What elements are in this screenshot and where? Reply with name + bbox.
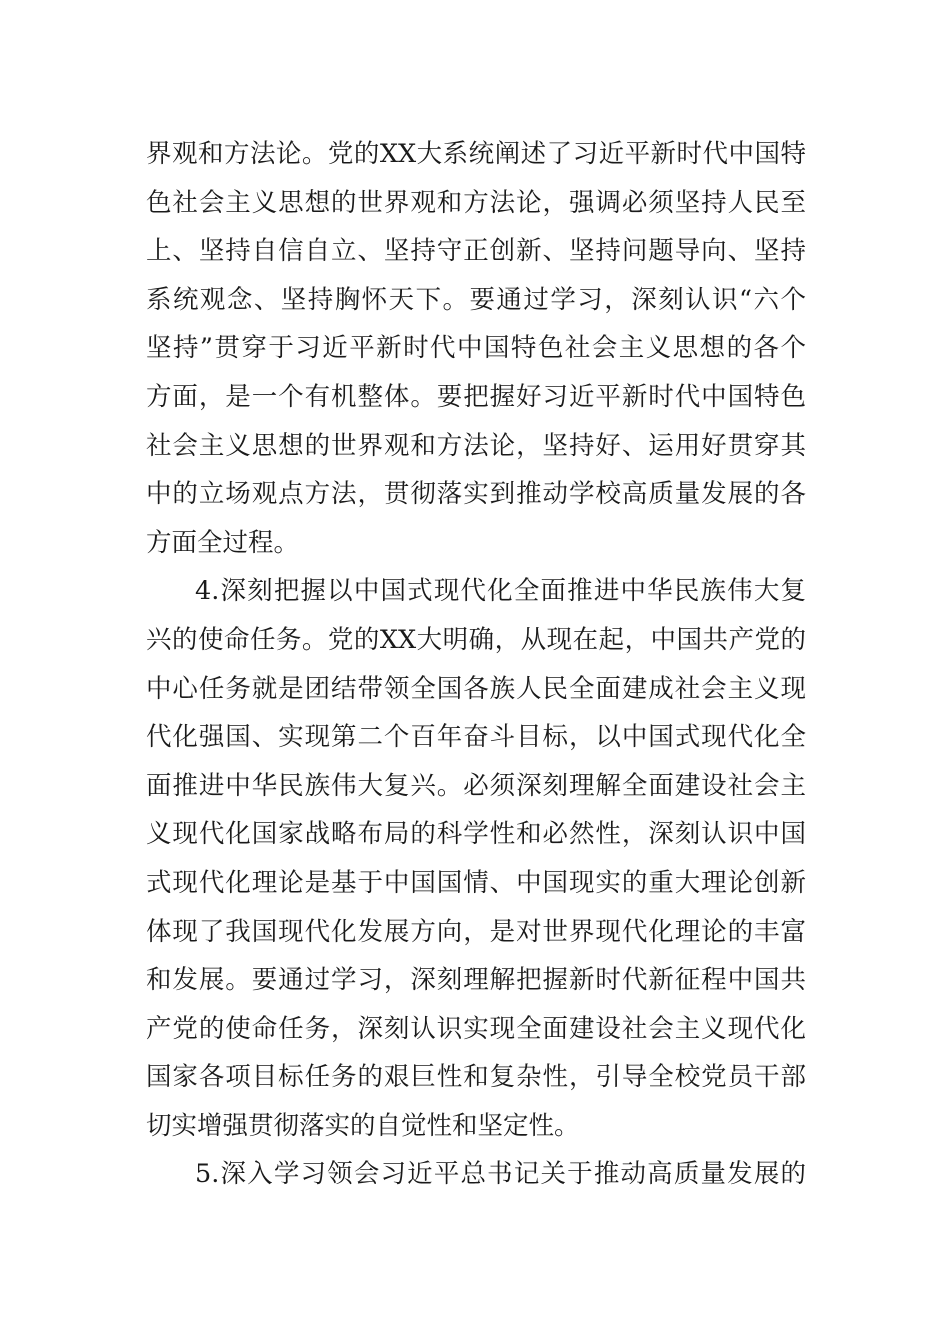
text-line: 方面，是一个有机整体。要把握好习近平新时代中国特色 (146, 381, 806, 412)
text-line: 国家各项目标任务的艰巨性和复杂性，引导全校党员干部 (146, 1062, 806, 1093)
document-body (146, 130, 806, 1199)
text-line: 切实增强贯彻落实的自觉性和坚定性。 (146, 1110, 580, 1141)
text-line: 中的立场观点方法，贯彻落实到推动学校高质量发展的各 (146, 479, 806, 510)
text-line: 坚持”贯穿于习近平新时代中国特色社会主义思想的各个 (146, 333, 806, 364)
text-line: 系统观念、坚持胸怀天下。要通过学习，深刻认识“六个 (146, 284, 806, 315)
text-line: 社会主义思想的世界观和方法论，坚持好、运用好贯穿其 (146, 430, 806, 461)
text-line: 面推进中华民族伟大复兴。必须深刻理解全面建设社会主 (146, 770, 806, 801)
text-line: 色社会主义思想的世界观和方法论，强调必须坚持人民至 (146, 187, 806, 218)
text-line: 代化强国、实现第二个百年奋斗目标，以中国式现代化全 (146, 722, 806, 753)
text-line: 体现了我国现代化发展方向，是对世界现代化理论的丰富 (146, 916, 806, 947)
section-heading-line: 5.深入学习领会习近平总书记关于推动高质量发展的 (195, 1159, 806, 1190)
text-line: 和发展。要通过学习，深刻理解把握新时代新征程中国共 (146, 965, 806, 996)
text-line: 界观和方法论。党的XX大系统阐述了习近平新时代中国特 (146, 139, 806, 169)
text-line: 中心任务就是团结带领全国各族人民全面建成社会主义现 (146, 673, 806, 704)
text-line: 产党的使命任务，深刻认识实现全面建设社会主义现代化 (146, 1013, 806, 1044)
text-line: 义现代化国家战略布局的科学性和必然性，深刻认识中国 (146, 819, 806, 850)
text-line: 上、坚持自信自立、坚持守正创新、坚持问题导向、坚持 (146, 236, 806, 267)
text-line: 方面全过程。 (146, 527, 300, 558)
text-line: 式现代化理论是基于中国国情、中国现实的重大理论创新 (146, 867, 806, 898)
section-heading-line: 4.深刻把握以中国式现代化全面推进中华民族伟大复 (195, 576, 806, 607)
text-line: 兴的使命任务。党的XX大明确，从现在起，中国共产党的 (146, 624, 806, 655)
